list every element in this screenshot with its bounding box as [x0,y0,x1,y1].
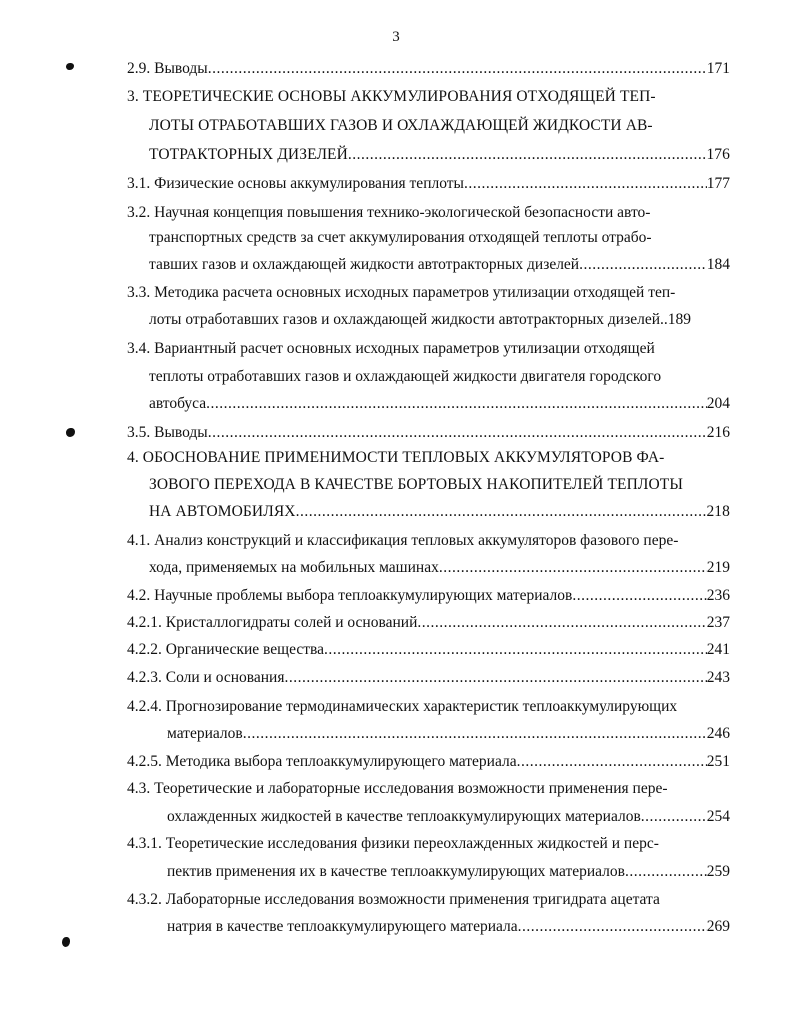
toc-entry-4-1-line-1[interactable] [127,532,678,550]
leader-dots [464,175,707,193]
toc-title: Кристаллогидраты солей и оснований [165,614,418,631]
toc-num: 3.5. [127,424,151,441]
toc-title-end: пектив применения их в качестве теплоаккумулирующих материалов [167,863,625,880]
toc-page: 243 [706,669,730,686]
toc-entry-4-3[interactable] [167,808,730,826]
toc-num: 4.2. [127,587,151,604]
toc-page: 176 [706,146,730,163]
toc-entry-4-2-1[interactable] [127,614,730,632]
toc-title: Теоретические и лабораторные исследования возможности применения пере- [154,780,668,797]
toc-entry-4-2-4[interactable] [167,725,730,743]
toc-page: 237 [706,614,730,631]
toc-title-end: лоты отработавших газов и охлаждающей жидкости автотракторных дизелей.. [149,311,668,328]
toc-page: 184 [706,256,730,273]
toc-entry-4-2-4-line-1[interactable] [127,698,677,716]
toc-num: 2.9. [127,60,151,77]
toc-title: Научные проблемы выбора теплоаккумулирующих материалов [154,587,573,604]
toc-entry-2-9[interactable] [127,60,730,78]
toc-entry-3-2-line-2: транспортных средств за счет аккумулирования отходящей теплоты отрабо- [149,229,652,246]
toc-page: 177 [706,175,730,192]
toc-entry-4-3-2-line-1[interactable] [127,891,660,909]
toc-page: 204 [706,395,730,412]
toc-title: Вариантный расчет основных исходных параметров утилизации отходящей [154,340,655,357]
scan-mark-3 [62,937,70,947]
toc-page: 246 [706,725,730,742]
toc-entry-4-2-2[interactable] [127,641,730,659]
toc-page: 259 [706,863,730,880]
toc-title-end: хода, применяемых на мобильных машинах [149,559,439,576]
toc-page: 254 [706,808,730,825]
toc-entry-3-4-line-2: теплоты отработавших газов и охлаждающей жидкости двигателя городского [149,368,662,385]
toc-title: Выводы [154,60,208,77]
toc-entry-3-2-line-1[interactable] [127,204,650,222]
toc-title-end: материалов [167,725,243,742]
toc-entry-3-2[interactable] [149,256,730,274]
toc-entry-3-4[interactable] [149,395,730,413]
toc-title-end: тавших газов и охлаждающей жидкости автотракторных дизелей [149,256,580,273]
toc-page: 218 [706,503,730,520]
toc-title-end: охлажденных жидкостей в качестве теплоаккумулирующих материалов [167,808,641,825]
toc-num: 4.2.2. [127,641,162,658]
chapter-4-line-1[interactable]: 4. ОБОСНОВАНИЕ ПРИМЕНИМОСТИ ТЕПЛОВЫХ АККУМУЛЯТОРОВ ФА- [127,449,665,466]
toc-title: Физические основы аккумулирования теплоты [154,175,464,192]
toc-title: Лабораторные исследования возможности применения тригидрата ацетата [165,891,660,908]
toc-num: 3.2. [127,204,151,221]
toc-num: 4.2.5. [127,753,162,770]
toc-page: 269 [706,918,730,935]
scan-mark-2 [66,428,75,437]
toc-page: 216 [706,424,730,441]
toc-entry-4-2[interactable] [127,587,730,605]
leader-dots [243,725,707,743]
toc-entry-3-4-line-1[interactable] [127,340,655,358]
toc-num: 4.3.1. [127,835,162,852]
toc-num: 4.3. [127,780,151,797]
leader-dots [517,753,707,771]
toc-title: Прогнозирование термодинамических характеристик теплоаккумулирующих [165,698,678,715]
toc-num: 4.2.3. [127,669,162,686]
leader-dots [208,60,707,78]
leader-dots [439,559,707,577]
toc-title-end: автобуса [149,395,207,412]
leader-dots [625,863,707,881]
toc-entry-4[interactable] [149,503,730,521]
toc-num: 4.2.4. [127,698,162,715]
leader-dots [206,395,707,413]
toc-entry-4-3-1-line-1[interactable] [127,835,659,853]
chapter-3-line-1[interactable]: 3. ТЕОРЕТИЧЕСКИЕ ОСНОВЫ АККУМУЛИРОВАНИЯ ОТХОДЯЩЕЙ ТЕП- [127,88,656,105]
toc-title: Выводы [154,424,208,441]
toc-entry-3[interactable] [149,146,730,164]
leader-dots [348,146,707,164]
page-number: 3 [392,29,400,45]
toc-page: 236 [706,587,730,604]
toc-entry-4-1[interactable] [149,559,730,577]
toc-entry-3-5[interactable] [127,424,730,442]
toc-entry-4-3-line-1[interactable] [127,780,668,798]
toc-title: Методика расчета основных исходных параметров утилизации отходящей теп- [154,284,676,301]
leader-dots [324,641,707,659]
toc-num: 3.4. [127,340,151,357]
chapter-3-line-3: ТОТРАКТОРНЫХ ДИЗЕЛЕЙ [149,146,348,163]
toc-title-end: натрия в качестве теплоаккумулирующего материала [167,918,518,935]
toc-page: 251 [706,753,730,770]
toc-title: Методика выбора теплоаккумулирующего материала [165,753,517,770]
toc-page: 189 [667,311,692,328]
toc-entry-4-2-5[interactable] [127,753,730,771]
toc-title: Анализ конструкций и классификация тепловых аккумуляторов фазового пере- [154,532,679,549]
scan-mark-1 [66,63,74,70]
toc-entry-4-2-3[interactable] [127,669,730,687]
leader-dots [641,808,707,826]
leader-dots [572,587,706,605]
toc-num: 4.2.1. [127,614,162,631]
toc-title: Соли и основания [165,669,285,686]
toc-num: 3.1. [127,175,151,192]
toc-num: 3.3. [127,284,151,301]
leader-dots [296,503,707,521]
toc-entry-3-3-line-1[interactable] [127,284,675,302]
toc-entry-3-1[interactable] [127,175,730,193]
leader-dots [284,669,706,687]
chapter-4-line-3: НА АВТОМОБИЛЯХ [149,503,296,520]
toc-entry-3-3[interactable] [149,311,730,329]
toc-num: 4.3.2. [127,891,162,908]
leader-dots [518,918,707,936]
toc-page: 171 [706,60,730,77]
toc-title: Органические вещества [165,641,324,658]
toc-title: Научная концепция повышения технико-экологической безопасности авто- [154,204,651,221]
chapter-3-line-2[interactable]: ЛОТЫ ОТРАБОТАВШИХ ГАЗОВ И ОХЛАЖДАЮЩЕЙ ЖИДКОСТИ АВ- [149,117,653,134]
toc-entry-4-3-2[interactable] [167,918,730,936]
toc-entry-4-3-1[interactable] [167,863,730,881]
leader-dots [208,424,707,442]
toc-page: 219 [706,559,730,576]
leader-dots [579,256,707,274]
toc-num: 4.1. [127,532,151,549]
toc-title: Теоретические исследования физики переохлажденных жидкостей и перс- [165,835,659,852]
toc-page: 241 [706,641,730,658]
leader-dots [417,614,706,632]
chapter-4-line-2[interactable]: ЗОВОГО ПЕРЕХОДА В КАЧЕСТВЕ БОРТОВЫХ НАКОПИТЕЛЕЙ ТЕПЛОТЫ [149,476,683,493]
